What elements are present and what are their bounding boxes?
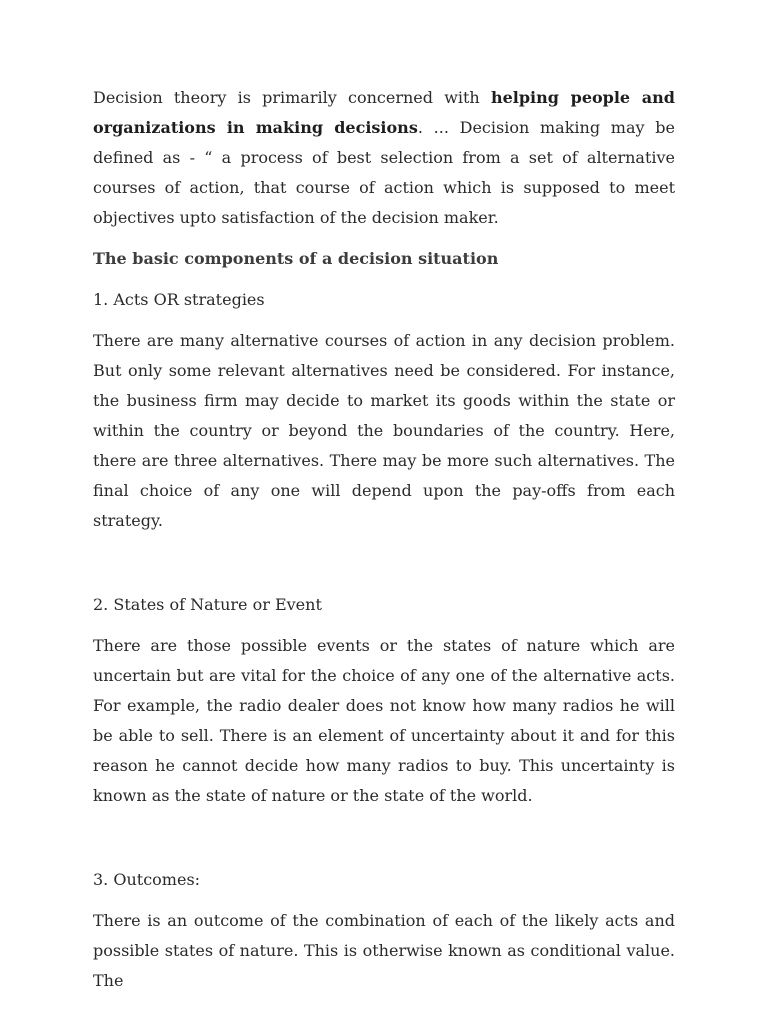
item-body-outcomes: There is an outcome of the combination of each of the likely acts and possible states of nature. This is otherwise known as conditional value. The [93,911,675,990]
document-body [93,83,675,996]
item-title-states: 2. States of Nature or Event [93,595,322,614]
item-body-states: There are those possible events or the states of nature which are uncertain but are vital for the choice of any one of the alternative acts. For example, the radio dealer does not know how many radios he will be able to sell. There is an element of uncertainty about it and for this reason he cannot decide how many radios to buy. This uncertainty is known as the state of nature or the state of the world. [93,636,675,805]
intro-text-start: Decision theory is primarily concerned with [93,88,491,107]
item-body-acts: There are many alternative courses of action in any decision problem. But only some relevant alternatives need be considered. For instance, the business firm may decide to market its goods within the state or within the country or beyond the boundaries of the country. Here, there are three alternatives. There may be more such alternatives. The final choice of any one will depend upon the pay-offs from each strategy. [93,331,675,530]
section-heading: The basic components of a decision situation [93,249,499,268]
intro-paragraph [93,83,675,233]
intro-bold-phrase: helping people and organizations in making decisions [93,88,675,137]
intro-text-end: . ... Decision making may be defined as - “ a process of best selection from a set of alternative courses of action, that course of action which is supposed to meet objectives upto satisfaction of the decision maker. [93,118,675,227]
item-title-outcomes: 3. Outcomes: [93,870,201,889]
item-title-acts: 1. Acts OR strategies [93,290,265,309]
